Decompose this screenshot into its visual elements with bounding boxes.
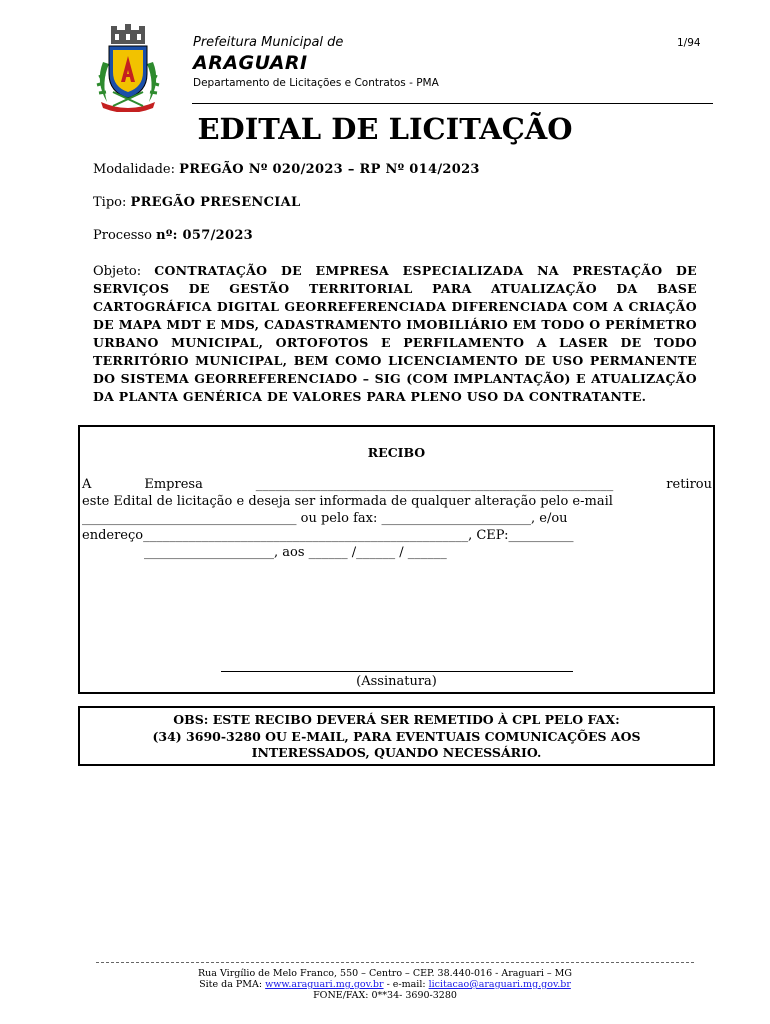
obs-line-3: INTERESSADOS, QUANDO NECESSÁRIO. xyxy=(251,745,542,760)
obs-line-1: OBS: ESTE RECIBO DEVERÁ SER REMETIDO À CPL PELO FAX: xyxy=(173,712,620,727)
obs-text xyxy=(80,712,713,762)
processo-label: Processo xyxy=(93,228,157,243)
tipo-value: PREGÃO PRESENCIAL xyxy=(130,195,301,210)
obs-box xyxy=(78,706,715,766)
araguari-coat-of-arms-icon xyxy=(93,22,163,112)
processo-field xyxy=(93,228,253,243)
document-title: EDITAL DE LICITAÇÃO xyxy=(197,112,573,146)
site-label: Site da PMA: xyxy=(199,979,266,990)
signature-label: (Assinatura) xyxy=(356,674,437,689)
header-divider xyxy=(192,103,713,104)
recibo-line-date: ____________________, aos ______ /______ / ______ xyxy=(82,545,447,560)
tipo-label: Tipo: xyxy=(93,195,131,210)
modalidade-field xyxy=(93,162,480,177)
recibo-line-empresa: A Empresa _______________________________________________________ retirou xyxy=(82,477,712,492)
footer-contacts xyxy=(0,979,770,990)
tipo-field xyxy=(93,195,300,210)
footer-phone: FONE/FAX: 0**34- 3690-3280 xyxy=(313,990,457,1001)
recibo-line-fax: _________________________________ ou pelo fax: _______________________, e/ou xyxy=(82,511,568,526)
modalidade-value: PREGÃO Nº 020/2023 – RP Nº 014/2023 xyxy=(179,162,480,177)
obs-line-2: (34) 3690-3280 OU E-MAIL, PARA EVENTUAIS COMUNICAÇÕES AOS xyxy=(152,728,641,744)
recibo-box xyxy=(78,425,715,694)
footer-divider xyxy=(96,962,694,963)
department-name: Departamento de Licitações e Contratos - PMA xyxy=(193,77,439,89)
city-name: ARAGUARI xyxy=(193,52,308,74)
email-link[interactable]: licitacao@araguari.mg.gov.br xyxy=(428,979,571,990)
signature-line xyxy=(221,671,573,672)
objeto-field xyxy=(93,262,697,406)
objeto-value: CONTRATAÇÃO DE EMPRESA ESPECIALIZADA NA PRESTAÇÃO DE SERVIÇOS DE GESTÃO TERRITORIAL PARA ATUALIZAÇÃO DA BASE CARTOGRÁFICA DIGITAL GEORREFERENCIADA DIFERENCIADA COM A CRIAÇÃO DE MAPA MDT E MDS, CADASTRAMENTO IMOBILIÁRIO EM TODO O PERÍMETRO URBANO MUNICIPAL, ORTOFOTOS E PERFILAMENTO A LASER DE TODO TERRITÓRIO MUNICIPAL, BEM COMO LICENCIAMENTO DE USO PERMANENTE DO SISTEMA GEORREFERENCIADO – SIG (COM IMPLANTAÇÃO) E ATUALIZAÇÃO DA PLANTA GENÉRICA DE VALORES PARA PLENO USO DA CONTRATANTE. xyxy=(93,263,697,404)
site-link[interactable]: www.araguari.mg.gov.br xyxy=(265,979,384,990)
processo-value: nº: 057/2023 xyxy=(156,228,254,243)
recibo-title: RECIBO xyxy=(367,445,426,460)
objeto-label: Objeto: xyxy=(93,264,155,279)
footer-address: Rua Virgílio de Melo Franco, 550 – Centro – CEP. 38.440-016 - Araguari – MG xyxy=(198,968,572,979)
page-number: 1/94 xyxy=(677,37,701,49)
email-label: - e-mail: xyxy=(383,979,429,990)
recibo-line-email-intro: este Edital de licitação e deseja ser informada de qualquer alteração pelo e-mail xyxy=(82,494,613,509)
modalidade-label: Modalidade: xyxy=(93,162,180,177)
recibo-line-endereco: endereço__________________________________________________, CEP:__________ xyxy=(82,528,574,543)
prefeitura-label: Prefeitura Municipal de xyxy=(193,35,344,50)
